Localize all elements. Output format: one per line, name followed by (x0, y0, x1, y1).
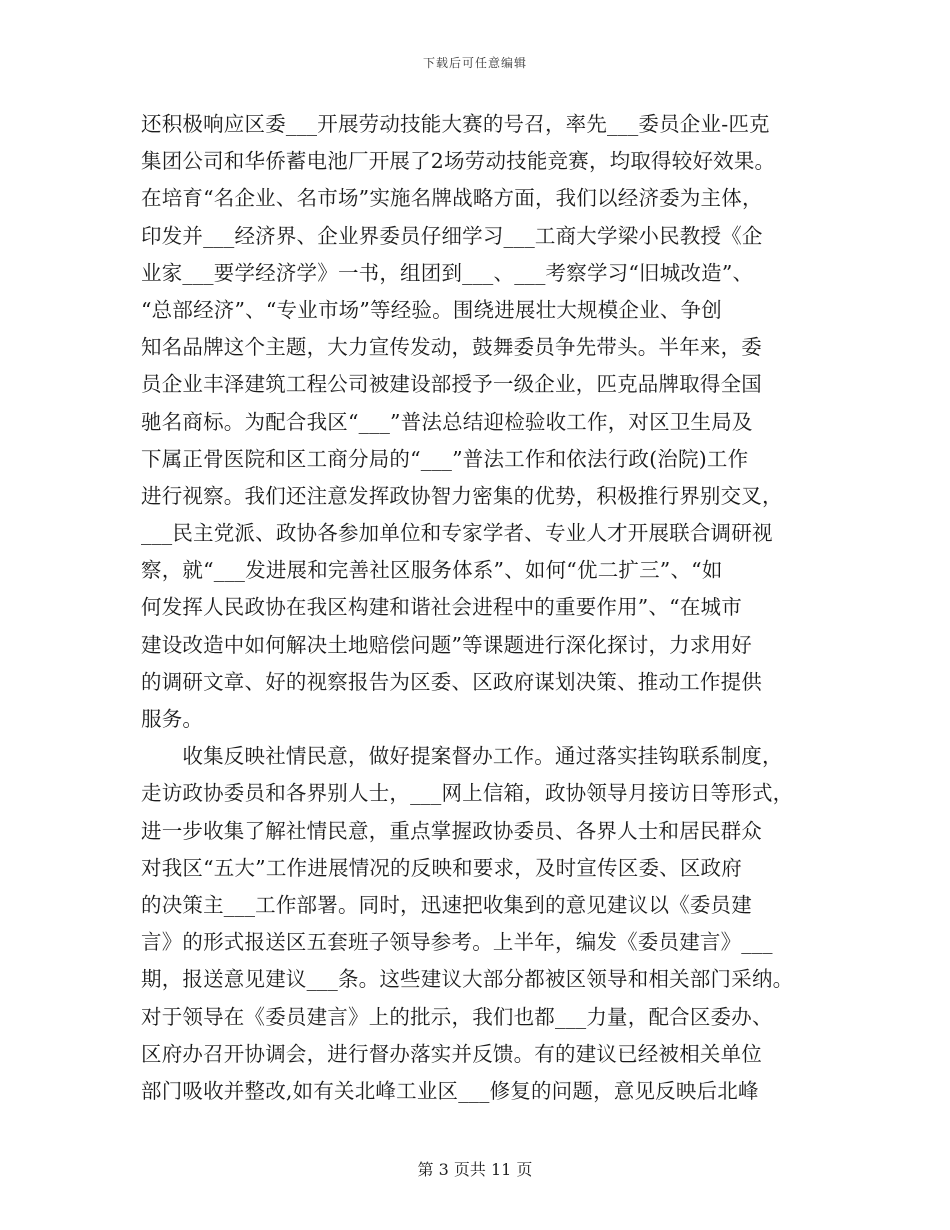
text-line: 业家___要学经济学》一书，组团到___、___考察学习“旧城改造”、 (141, 260, 754, 285)
text-line: 进行视察。我们还注意发挥政协智力密集的优势，积极推行界别交叉， (141, 483, 783, 508)
page-number: 第 3 页共 11 页 (417, 1160, 533, 1179)
text-line: 下属正骨医院和区工商分局的“___”普法工作和依法行政(治院)工作 (141, 446, 749, 471)
text-line: 集团公司和华侨蓄电池厂开展了2场劳动技能竞赛，均取得较好效果。 (141, 149, 776, 174)
text-line: 印发并___经济界、企业界委员仔细学习___工商大学梁小民教授《企 (141, 223, 763, 248)
text-line: “总部经济”、“专业市场”等经验。围绕进展壮大规模企业、争创 (141, 297, 722, 322)
text-line: ___民主党派、政协各参加单位和专家学者、专业人才开展联合调研视 (141, 521, 773, 546)
text-line: 知名品牌这个主题，大力宣传发动，鼓舞委员争先带头。半年来，委 (141, 335, 762, 360)
text-line: 的调研文章、好的视察报告为区委、区政府谋划决策、推动工作提供 (141, 669, 762, 694)
text-line: 期，报送意见建议___条。这些建议大部分都被区领导和相关部门采纳。 (141, 967, 794, 992)
text-line: 何发挥人民政协在我区构建和谐社会进程中的重要作用”、“在城市 (141, 595, 742, 620)
document-body (141, 106, 831, 1110)
text-line: 走访政协委员和各界别人士，___网上信箱，政协领导月接访日等形式， (141, 781, 794, 806)
text-line: 察，就“___发进展和完善社区服务体系”、如何“优二扩三”、“如 (141, 558, 723, 583)
text-line: 对于领导在《委员建言》上的批示，我们也都___力量，配合区委办、 (141, 1004, 773, 1029)
paragraph-start-line: 收集反映社情民意，做好提案督办工作。通过落实挂钩联系制度， (141, 744, 783, 769)
text-line: 在培育“名企业、名市场”实施名牌战略方面，我们以经济委为主体， (141, 186, 763, 211)
text-line: 言》的形式报送区五套班子领导参考。上半年，编发《委员建言》___ (141, 930, 773, 955)
text-line: 建设改造中如何解决土地赔偿问题”等课题进行深化探讨，力求用好 (141, 632, 752, 657)
text-line: 的决策主___工作部署。同时，迅速把收集到的意见建议以《委员建 (141, 892, 752, 917)
text-line: 员企业丰泽建筑工程公司被建设部授予一级企业，匹克品牌取得全国 (141, 372, 762, 397)
text-line: 区府办召开协调会，进行督办落实并反馈。有的建议已经被相关单位 (141, 1041, 762, 1066)
page-header-note: 下载后可任意编辑 (422, 56, 527, 70)
text-line: 服务。 (141, 707, 204, 731)
text-line: 驰名商标。为配合我区“___”普法总结迎检验收工作，对区卫生局及 (141, 409, 753, 434)
text-line: 进一步收集了解社情民意，重点掌握政协委员、各界人士和居民群众 (141, 818, 762, 843)
text-line: 还积极响应区委___开展劳动技能大赛的号召，率先___委员企业-匹克 (141, 112, 770, 136)
text-line: 对我区“五大”工作进展情况的反映和要求，及时宣传区委、区政府 (141, 855, 742, 880)
text-line: 部门吸收并整改,如有关北峰工业区___修复的问题，意见反映后北峰 (141, 1078, 759, 1103)
